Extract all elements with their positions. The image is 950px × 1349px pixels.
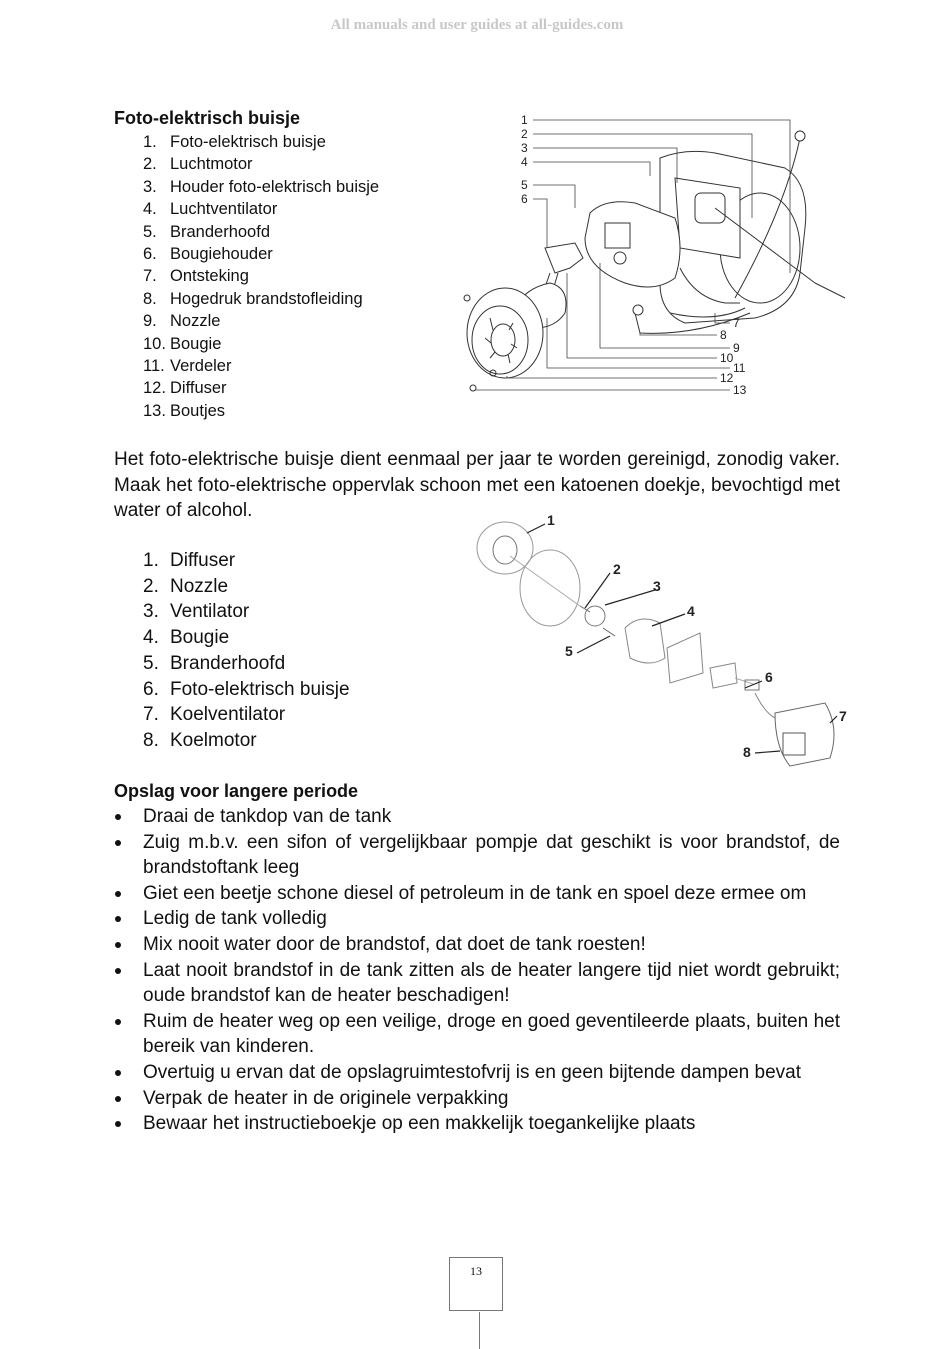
list-item-number: 7.: [143, 704, 159, 726]
list-item: [114, 548, 350, 574]
bullet-item: [114, 1086, 840, 1112]
list-item: [114, 651, 350, 677]
list-item-number: 7.: [143, 267, 157, 286]
list-item-label: Koelmotor: [170, 729, 257, 751]
list-item-number: 11.: [143, 357, 165, 376]
list-item-label: Branderhoofd: [170, 652, 286, 674]
bullet-text: Draai de tankdop van de tank: [143, 806, 392, 827]
list-item: [114, 702, 350, 728]
list-item: [114, 153, 379, 175]
list-item-label: Bougie: [170, 334, 222, 353]
list-item: [114, 176, 379, 198]
diagram-callout: 5: [565, 643, 573, 659]
diagram-callout: 10: [720, 351, 734, 365]
list-item-number: 8.: [143, 289, 157, 308]
list-item-number: 2.: [143, 575, 159, 597]
list-item-number: 9.: [143, 312, 157, 331]
bullet-icon: [115, 814, 121, 820]
diagram-callout: 7: [733, 316, 740, 330]
parts-list-photocell: [114, 131, 379, 422]
list-item-number: 12.: [143, 379, 166, 398]
cleaning-instructions: Het foto-elektrische buisje dient eenmaal per jaar te worden gereinigd, zonodig vaker. Maak het foto-elektrische oppervlak schoon met een katoenen doekje, bevochtigd met water of alcohol.: [114, 449, 840, 521]
list-item-label: Foto-elektrisch buisje: [170, 133, 326, 151]
list-item-number: 6.: [143, 245, 157, 264]
bullet-item: [114, 1111, 840, 1137]
diagram-callout: 9: [733, 341, 740, 355]
list-item-number: 6.: [143, 678, 159, 700]
diagram-callout: 1: [547, 512, 555, 528]
list-item: [114, 625, 350, 651]
list-item-label: Diffuser: [170, 379, 227, 398]
bullet-icon: [115, 1019, 121, 1025]
diagram-callout: 4: [521, 155, 528, 169]
bullet-icon: [115, 942, 121, 948]
diagram-callout: 4: [687, 603, 695, 619]
bullet-icon: [115, 891, 121, 897]
bullet-text: Giet een beetje schone diesel of petroleum in de tank en spoel deze ermee om: [143, 882, 807, 904]
diagram-callout: 5: [521, 178, 528, 192]
list-item-label: Luchtmotor: [170, 155, 253, 174]
burner-exploded-diagram: [465, 508, 857, 774]
page-number: 13: [449, 1257, 503, 1311]
bullet-item: [114, 830, 840, 881]
list-item: [114, 288, 379, 310]
bullet-text: Overtuig u ervan dat de opslagruimtestofvrij is en geen bijtende dampen bevat: [143, 1061, 802, 1083]
diagram-callout: 8: [720, 328, 727, 342]
bullet-icon: [115, 1121, 121, 1127]
list-item: [114, 333, 379, 355]
section-title-photocell: Foto-elektrisch buisje: [114, 108, 301, 128]
list-item: [114, 221, 379, 243]
list-item-number: 2.: [143, 155, 157, 174]
burner-drawing: [464, 131, 845, 391]
list-item: [114, 574, 350, 600]
bullet-item: [114, 881, 840, 907]
list-item-label: Ventilator: [170, 601, 250, 623]
list-item: [114, 677, 350, 703]
diagram-callout: 8: [743, 744, 751, 760]
page-number-line: [479, 1312, 480, 1349]
list-item: [114, 243, 379, 265]
bullet-text: Verpak de heater in de originele verpakking: [143, 1087, 509, 1109]
bullet-item: [114, 932, 840, 958]
bullet-icon: [115, 840, 121, 846]
diagram-callout: 2: [521, 127, 528, 141]
list-item: [114, 131, 379, 153]
bullet-icon: [115, 1070, 121, 1076]
list-item-label: Diffuser: [170, 550, 236, 571]
list-item-label: Boutjes: [170, 401, 226, 420]
diagram-callout: 13: [733, 383, 747, 397]
list-item: [114, 377, 379, 399]
section-title-storage: Opslag voor langere periode: [114, 781, 359, 801]
list-item-label: Luchtventilator: [170, 200, 278, 219]
list-item-number: 8.: [143, 729, 159, 751]
list-item-number: 1.: [143, 550, 159, 571]
list-item-number: 1.: [143, 133, 157, 151]
list-item-number: 3.: [143, 601, 159, 623]
bullet-item: [114, 804, 840, 830]
list-item-number: 10.: [143, 334, 166, 353]
bullet-item: [114, 906, 840, 932]
list-item-label: Bougie: [170, 627, 230, 649]
list-item-number: 3.: [143, 177, 157, 196]
list-item-label: Houder foto-elektrisch buisje: [170, 177, 380, 196]
list-item-number: 13.: [143, 401, 166, 420]
list-item: [114, 599, 350, 625]
list-item-label: Bougiehouder: [170, 245, 273, 264]
bullet-text: Zuig m.b.v. een sifon of vergelijkbaar pompje dat geschikt is voor brandstof, de brandstoftank leeg: [143, 831, 840, 879]
list-item: [114, 400, 379, 422]
list-item: [114, 355, 379, 377]
bullet-icon: [115, 1096, 121, 1102]
list-item: [114, 310, 379, 332]
diagram-callout: 12: [720, 371, 734, 385]
burner-assembly-diagram: [455, 108, 855, 408]
watermark: All manuals and user guides at all-guides.com: [330, 17, 624, 33]
list-item-number: 5.: [143, 222, 157, 241]
diagram-callout: 3: [521, 141, 528, 155]
list-item-number: 4.: [143, 200, 157, 219]
diagram-callout: 3: [653, 578, 661, 594]
bullet-icon: [115, 916, 121, 922]
leader-lines: [527, 524, 837, 753]
diagram-callout: 1: [521, 113, 528, 127]
list-item-label: Nozzle: [170, 312, 221, 331]
list-item-label: Branderhoofd: [170, 222, 270, 241]
diagram-callout: 6: [765, 669, 773, 685]
bullet-text: Mix nooit water door de brandstof, dat doet de tank roesten!: [143, 933, 646, 955]
bullet-text: Laat nooit brandstof in de tank zitten als de heater langere tijd niet wordt gebruikt; oude brandstof kan de heater beschadigen!: [143, 959, 840, 1007]
list-item-number: 5.: [143, 652, 159, 674]
list-item-number: 4.: [143, 627, 159, 649]
bullet-item: [114, 1060, 840, 1086]
diagram-callout: 11: [733, 361, 746, 375]
list-item: [114, 265, 379, 287]
bullet-icon: [115, 968, 121, 974]
parts-list-burner: [114, 548, 350, 754]
list-item-label: Foto-elektrisch buisje: [170, 678, 350, 700]
diagram-callout: 2: [613, 561, 621, 577]
list-item-label: Ontsteking: [170, 267, 249, 286]
bullet-text: Bewaar het instructieboekje op een makkelijk toegankelijke plaats: [143, 1113, 696, 1135]
list-item-label: Nozzle: [170, 575, 229, 597]
bullet-text: Ledig de tank volledig: [143, 908, 327, 930]
storage-instructions-list: [114, 804, 840, 1137]
list-item-label: Verdeler: [170, 357, 232, 376]
bullet-text: Ruim de heater weg op een veilige, droge en goed geventileerde plaats, buiten het bereik van kinderen.: [143, 1010, 840, 1058]
bullet-item: [114, 958, 840, 1009]
list-item-label: Hogedruk brandstofleiding: [170, 289, 363, 308]
list-item: [114, 198, 379, 220]
bullet-item: [114, 1009, 840, 1060]
diagram-callout: 7: [839, 708, 847, 724]
diagram-callout: 6: [521, 192, 528, 206]
list-item-label: Koelventilator: [170, 704, 286, 726]
list-item: [114, 728, 350, 754]
exploded-drawing: [477, 522, 834, 766]
